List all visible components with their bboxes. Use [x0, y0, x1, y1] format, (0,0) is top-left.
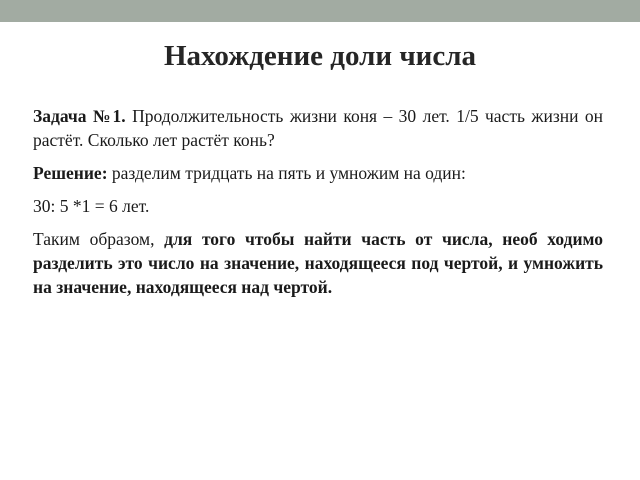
top-decorative-bar — [0, 0, 640, 22]
task-text: Продолжительность жизни коня – 30 лет. 1/5 часть жизни он растёт. Сколько лет растёт конь? — [33, 106, 603, 150]
conclusion-intro: Таким образом, — [33, 229, 165, 249]
solution-text: разделим тридцать на пять и умножим на один: — [107, 163, 466, 183]
solution-paragraph — [33, 161, 603, 185]
conclusion-paragraph — [33, 227, 603, 299]
solution-label: Решение: — [33, 163, 108, 183]
task-paragraph — [33, 104, 603, 152]
task-label: Задача №1. — [33, 106, 126, 126]
slide-body — [33, 104, 603, 308]
slide-title: Нахождение доли числа — [163, 40, 477, 72]
conclusion-rule: для того чтобы найти часть от числа, необ ходимо разделить это число на значение, находящееся под чертой, и умножить на значение, находящееся над чертой. — [33, 229, 603, 297]
equation-line: 30: 5 *1 = 6 лет. — [33, 196, 150, 216]
